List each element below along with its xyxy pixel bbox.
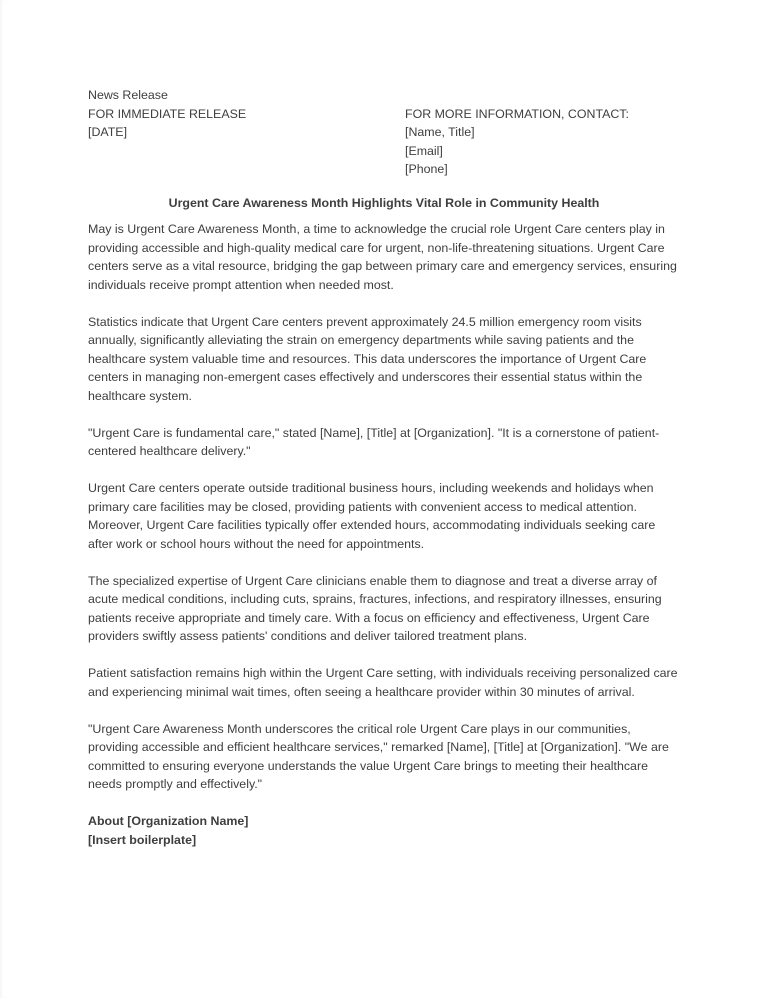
body-paragraph: Urgent Care centers operate outside traditional business hours, including weekends and holidays when primary care facilities may be closed, providing patients with convenient access to medical attention. Moreover, Urgent Care facilities typically offer extended hours, accommodating individuals seeking care after work or school hours without the need for appointments. xyxy=(88,481,656,551)
body-paragraph: May is Urgent Care Awareness Month, a time to acknowledge the crucial role Urgent Care centers play in providing accessible and high-quality medical care for urgent, non-life-threatening situations. Urgent Care centers serve as a vital resource, bridging the gap between primary care and emergency services, ensuring individuals receive prompt attention when needed most. xyxy=(88,222,677,292)
quote-paragraph: "Urgent Care is fundamental care," stated [Name], [Title] at [Organization]. "It is a cornerstone of patient-centered healthcare delivery." xyxy=(88,425,660,458)
quote-paragraph: "Urgent Care Awareness Month underscores the critical role Urgent Care plays in our communities, providing accessible and efficient healthcare services," remarked [Name], [Title] at [Organization]. "We are committed to ensuring everyone understands the value Urgent Care brings to meeting their healthcare needs promptly and effectively." xyxy=(88,721,669,791)
immediate-release-line: FOR IMMEDIATE RELEASE xyxy=(88,106,247,121)
contact-phone: [Phone] xyxy=(405,162,448,176)
release-header-left xyxy=(88,105,405,142)
about-heading: About [Organization Name] xyxy=(88,814,249,828)
about-section xyxy=(88,812,680,849)
boilerplate-placeholder: [Insert boilerplate] xyxy=(88,832,197,847)
release-header xyxy=(88,105,680,179)
body-paragraph: The specialized expertise of Urgent Care clinicians enable them to diagnose and treat a diverse array of acute medical conditions, including cuts, sprains, fractures, infections, and respiratory illnesses, ensuring patients receive appropriate and timely care. With a focus on efficiency and effectiveness, Urgent Care providers swiftly assess patients' conditions and deliver tailored treatment plans. xyxy=(88,573,662,643)
body-paragraph: Patient satisfaction remains high within the Urgent Care setting, with individuals receiving personalized care and experiencing minimal wait times, often seeing a healthcare provider within 30 minutes of arrival. xyxy=(88,666,678,699)
press-release-body xyxy=(88,220,680,794)
contact-name-title: [Name, Title] xyxy=(405,125,475,139)
date-placeholder: [DATE] xyxy=(88,125,128,139)
contact-heading: FOR MORE INFORMATION, CONTACT: xyxy=(405,106,629,121)
contact-email: [Email] xyxy=(405,143,443,158)
contact-block xyxy=(405,105,680,179)
news-release-kicker: News Release xyxy=(88,88,168,102)
press-release-headline: Urgent Care Awareness Month Highlights Vital Role in Community Health xyxy=(168,195,600,210)
body-paragraph: Statistics indicate that Urgent Care centers prevent approximately 24.5 million emergency room visits annually, significantly alleviating the strain on emergency departments while saving patients and the healthcare system valuable time and resources. This data underscores the importance of Urgent Care centers in managing non-emergent cases effectively and underscores their essential status within the healthcare system. xyxy=(88,314,647,403)
